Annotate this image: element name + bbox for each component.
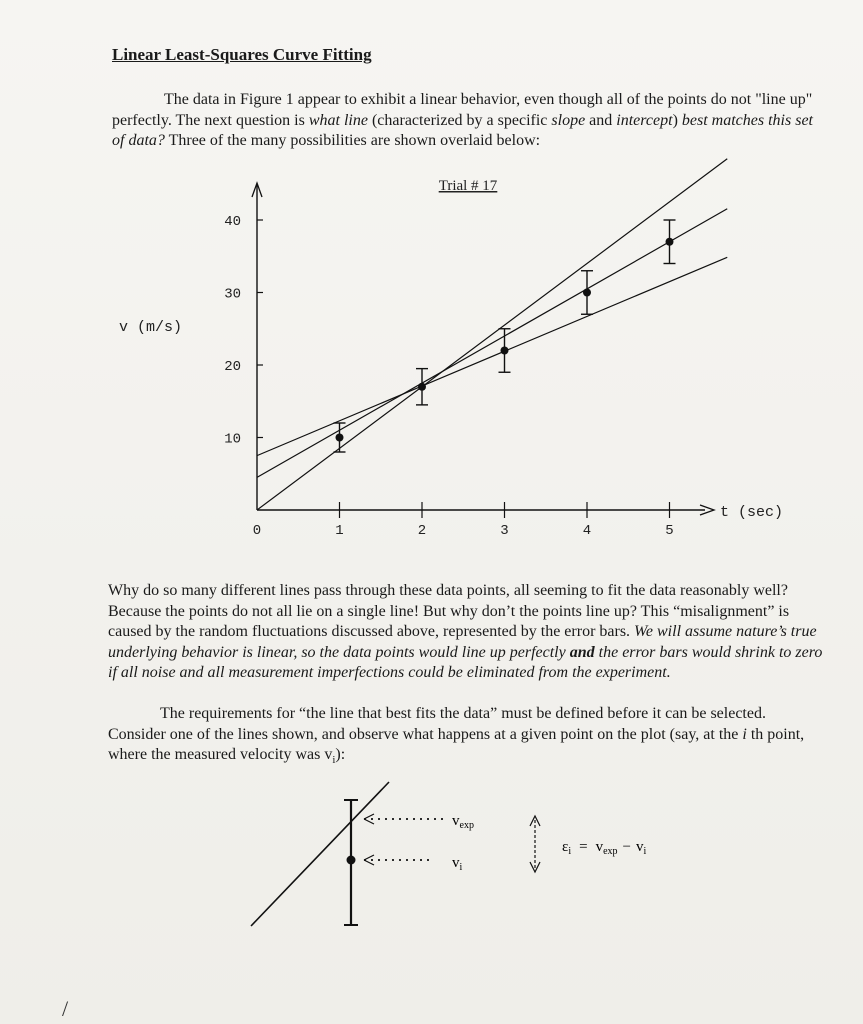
y-tick-label: 20 bbox=[224, 359, 241, 375]
assumption-text-1: We will assume nature’s true underlying behavior is linear, so the data points would line up perfectly bbox=[108, 623, 817, 661]
data-point bbox=[418, 383, 426, 391]
requirements-paragraph bbox=[108, 704, 823, 771]
intro-emph-question: best matches this set of data? bbox=[112, 111, 813, 149]
fit-line-fit-shallow bbox=[257, 257, 727, 455]
fit-line-fit-medium bbox=[257, 209, 727, 478]
data-point bbox=[666, 238, 674, 246]
intro-text-5: Three of the many possibilities are shown overlaid below: bbox=[164, 132, 541, 149]
data-point bbox=[336, 434, 344, 442]
intro-text-1: The data in Figure 1 appear to exhibit a linear behavior, even though all of the points do not "line up" perfectly. The next question is bbox=[112, 91, 813, 129]
intro-text-3: and bbox=[585, 111, 617, 129]
margin-mark: / bbox=[62, 996, 69, 1021]
misalignment-paragraph bbox=[108, 581, 823, 684]
residual-diagram bbox=[0, 780, 863, 960]
diagram-fit-line bbox=[251, 782, 389, 926]
intro-emph-intercept: intercept bbox=[616, 111, 673, 129]
assumption-and: and bbox=[569, 643, 595, 661]
residual-arrowheads bbox=[530, 816, 540, 872]
x-tick-label: 5 bbox=[665, 523, 674, 539]
residual-equation: $\varepsilon_i = v_{exp} - v_i$ bbox=[562, 839, 647, 857]
req-sub-i: i bbox=[332, 754, 336, 767]
misalign-text: Why do so many different lines pass through these data points, all seeming to fit the data reasonably well? Because the points do not all lie on a single line! But why don’t the points line up? This “misalignment” is caused by the random fluctuations discussed above, represented by the error bars. bbox=[108, 582, 790, 640]
intro-text-2: (characterized by a specific bbox=[367, 111, 552, 129]
req-text-3: ): bbox=[335, 746, 346, 763]
diagram-data-point bbox=[347, 856, 356, 865]
x-axis-label: t (sec) bbox=[720, 504, 784, 521]
intro-emph-what-line: what line bbox=[308, 111, 368, 129]
req-text-2: th point, where the measured velocity was v bbox=[108, 725, 805, 763]
section-title: Linear Least-Squares Curve Fitting bbox=[112, 45, 372, 64]
req-i: i bbox=[742, 725, 747, 743]
intro-emph-slope: slope bbox=[551, 111, 586, 129]
y-tick-label: 10 bbox=[224, 431, 241, 448]
req-text-1: The requirements for “the line that best fits the data” must be defined before it can be selected. Consider one of the lines shown, and observe what happens at a given point on the plot (say, at the bbox=[108, 705, 766, 743]
assumption-text-2: the error bars would shrink to zero if all noise and all measurement imperfections could be eliminated from the experiment. bbox=[108, 643, 823, 681]
y-tick-label: 30 bbox=[224, 286, 241, 303]
x-tick-label: 0 bbox=[252, 523, 262, 539]
fit-line-fit-steep bbox=[257, 159, 727, 510]
x-tick-label: 2 bbox=[417, 523, 427, 539]
x-tick-label: 1 bbox=[335, 523, 344, 539]
data-point bbox=[501, 347, 509, 355]
data-point bbox=[583, 289, 591, 297]
x-tick-label: 3 bbox=[500, 523, 509, 539]
y-axis-label: v (m/s) bbox=[119, 319, 183, 336]
intro-text-4: ) bbox=[672, 111, 682, 129]
y-tick-label: 40 bbox=[224, 214, 241, 230]
chart-title: Trial # 17 bbox=[438, 178, 498, 194]
vexp-label: $v_{exp}$ bbox=[452, 813, 474, 831]
vi-label: $v_i$ bbox=[452, 855, 463, 873]
x-tick-label: 4 bbox=[582, 523, 592, 539]
